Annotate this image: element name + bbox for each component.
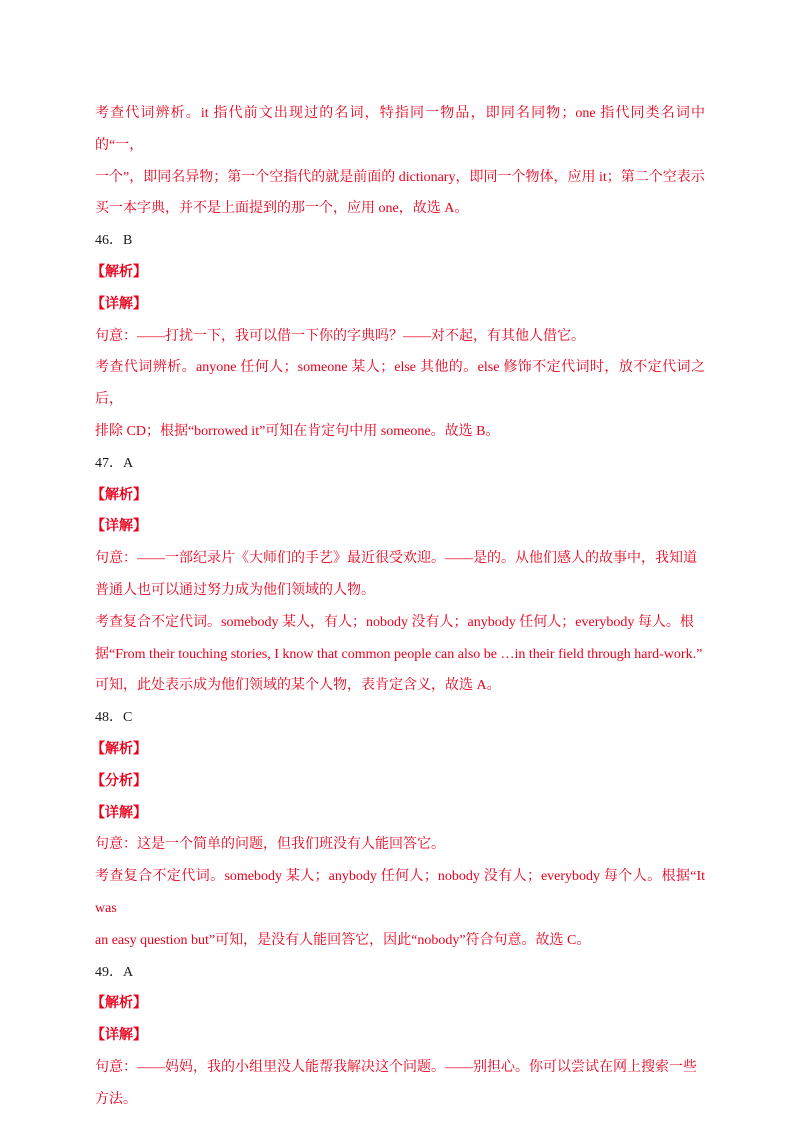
tag-jiexi-47: 【解析】 bbox=[91, 487, 147, 503]
question-47-answer: 47．A bbox=[95, 455, 134, 471]
text-line: 句意：——打扰一下，我可以借一下你的字典吗？——对不起，有其他人借它。 bbox=[95, 328, 585, 344]
text-line: 考查复合不定代词。somebody 某人，有人；nobody 没有人；anybody 任何人；everybody 每人。根 bbox=[95, 614, 694, 630]
meaning-49 bbox=[95, 1052, 705, 1116]
question-49-answer: 49．A bbox=[95, 964, 134, 980]
meaning-47 bbox=[95, 543, 705, 607]
tag-xiangjie-49: 【详解】 bbox=[91, 1028, 147, 1044]
explanation-47 bbox=[95, 607, 705, 702]
explanation-45 bbox=[95, 98, 705, 225]
explanation-48 bbox=[95, 861, 705, 956]
text-line: 可知，此处表示成为他们领域的某个人物，表肯定含义，故选 A。 bbox=[95, 678, 501, 694]
text-line: 普通人也可以通过努力成为他们领域的人物。 bbox=[95, 582, 375, 598]
text-line: 买一本字典，并不是上面提到的那一个，应用 one，故选 A。 bbox=[95, 201, 469, 217]
text-line: 考查复合不定代词。somebody 某人；anybody 任何人；nobody 没有人；everybody 每个人。根据“It was bbox=[95, 869, 705, 916]
text-line: 考查代词辨析。anyone 任何人；someone 某人；else 其他的。else 修饰不定代词时，放不定代词之后， bbox=[95, 360, 705, 408]
text-line: 方法。 bbox=[95, 1091, 137, 1107]
text-line: 考查代词辨析。it 指代前文出现过的名词，特指同一物品，即同名同物；one 指代同类名词中的“一， bbox=[95, 106, 705, 153]
tag-xiangjie-47: 【详解】 bbox=[91, 519, 147, 535]
question-48-answer: 48．C bbox=[95, 710, 133, 726]
tag-jiexi-46: 【解析】 bbox=[91, 264, 147, 280]
tag-xiangjie-48: 【详解】 bbox=[91, 805, 147, 821]
text-line: 排除 CD；根据“borrowed it”可知在肯定句中用 someone。故选 B。 bbox=[95, 423, 500, 439]
explanation-46 bbox=[95, 352, 705, 447]
answer-explanations-page bbox=[91, 98, 705, 1116]
text-line: 据“From their touching stories, I know that common people can also be …in their field through hard-work.” bbox=[95, 646, 703, 662]
text-line: 一个”，即同名异物；第一个空指代的就是前面的 dictionary，即同一个物体，应用 it；第二个空表示 bbox=[95, 169, 705, 185]
question-46-answer: 46．B bbox=[95, 233, 133, 249]
tag-jiexi-49: 【解析】 bbox=[91, 996, 147, 1012]
text-line: 句意：——妈妈，我的小组里没人能帮我解决这个问题。——别担心。你可以尝试在网上搜索一些 bbox=[95, 1059, 697, 1075]
tag-fenxi-48: 【分析】 bbox=[91, 773, 147, 789]
tag-jiexi-48: 【解析】 bbox=[91, 741, 147, 757]
tag-xiangjie-46: 【详解】 bbox=[91, 296, 147, 312]
meaning-46 bbox=[95, 321, 705, 353]
text-line: 句意：这是一个简单的问题，但我们班没有人能回答它。 bbox=[95, 837, 445, 853]
text-line: an easy question but”可知，是没有人能回答它，因此“nobody”符合句意。故选 C。 bbox=[95, 932, 591, 948]
meaning-48 bbox=[95, 829, 705, 861]
text-line: 句意：——一部纪录片《大师们的手艺》最近很受欢迎。——是的。从他们感人的故事中，我知道 bbox=[95, 551, 697, 567]
